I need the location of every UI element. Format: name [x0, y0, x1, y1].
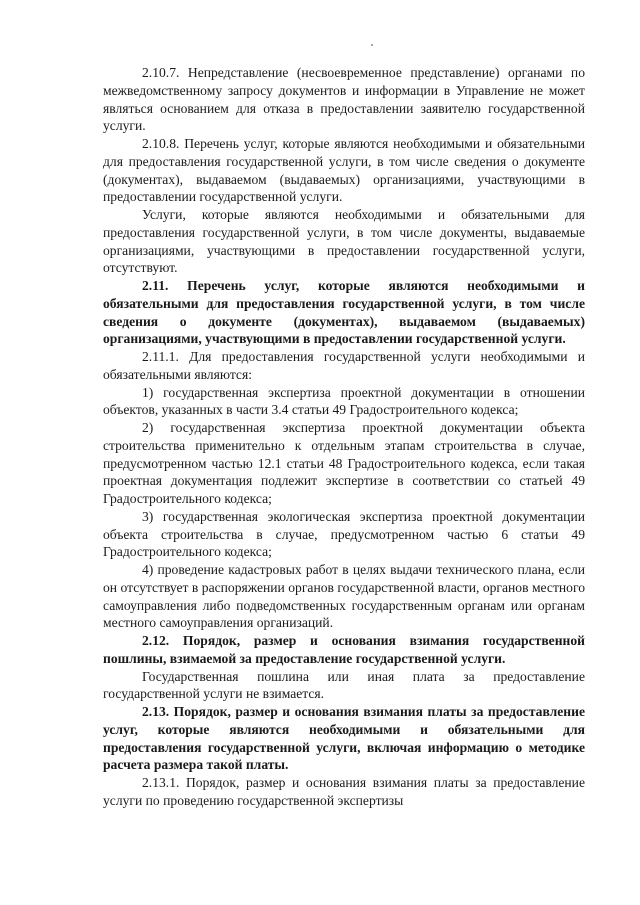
paragraph-services-absent: Услуги, которые являются необходимыми и обязательными для предоставления государственной услуги, в том числе документы, выдаваемые организациями, участвующими в предоставлении государственной услуги, отсутствуют.	[103, 207, 585, 276]
paragraph-2-11-1: 2.11.1. Для предоставления государственной услуги необходимыми и обязательными являются:	[103, 349, 585, 382]
paragraph-2-12: 2.12. Порядок, размер и основания взимания государственной пошлины, взимаемой за предоставление государственной услуги.	[103, 633, 585, 666]
paragraph-item-2: 2) государственная экспертиза проектной документации объекта строительства применительно к отдельным этапам строительства в случае, предусмотренном частью 12.1 статьи 48 Градостроительного кодекса, если такая проектная документация подлежит экспертизе в соответствии со статьей 49 Градостроительного кодекса;	[103, 420, 585, 506]
paragraph-item-1: 1) государственная экспертиза проектной документации в отношении объектов, указанных в части 3.4 статьи 49 Градостроительного кодекса;	[103, 384, 585, 418]
document-body	[103, 64, 585, 810]
paragraph-2-10-8: 2.10.8. Перечень услуг, которые являются необходимыми и обязательными для предоставления государственной услуги, в том числе сведения о документе (документах), выдаваемом (выдаваемых) организациями, участвующими в предоставлении государственной услуги.	[103, 136, 585, 205]
paragraph-item-4: 4) проведение кадастровых работ в целях выдачи технического плана, если он отсутствует в распоряжении органов государственной власти, органов местного самоуправления либо подведомственных государственным органам или органам местного самоуправления организаций.	[103, 562, 585, 631]
paragraph-2-10-7: 2.10.7. Непредставление (несвоевременное представление) органами по межведомственному запросу документов и информации в Управление не может являться основанием для отказа в предоставлении заявителю государственной услуги.	[103, 65, 585, 134]
paragraph-2-13-1: 2.13.1. Порядок, размер и основания взимания платы за предоставление услуги по проведению государственной экспертизы	[103, 775, 585, 808]
paragraph-2-13: 2.13. Порядок, размер и основания взимания платы за предоставление услуг, которые являются необходимыми и обязательными для предоставления государственной услуги, включая информацию о методике расчета размера такой платы.	[103, 704, 585, 773]
paragraph-2-11: 2.11. Перечень услуг, которые являются необходимыми и обязательными для предоставления государственной услуги, в том числе сведения о документе (документах), выдаваемом (выдаваемых) организациями, участвующими в предоставлении государственной услуги.	[103, 278, 585, 347]
paragraph-item-3: 3) государственная экологическая экспертиза проектной документации объекта строительства в случае, предусмотренном частью 6 статьи 49 Градостроительного кодекса;	[103, 508, 585, 560]
paragraph-duty-not-charged: Государственная пошлина или иная плата за предоставление государственной услуги не взимается.	[103, 668, 585, 702]
scan-speck	[371, 44, 373, 46]
